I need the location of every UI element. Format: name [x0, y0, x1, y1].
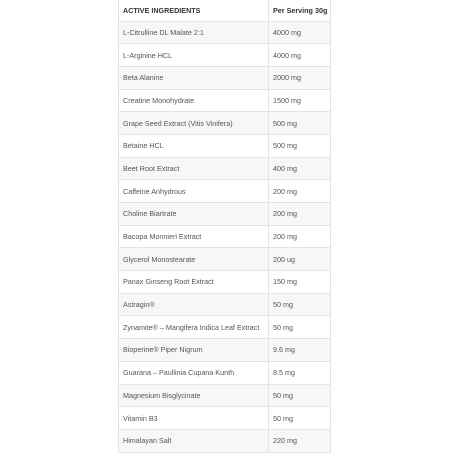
ingredient-name: Himalayan Salt — [119, 429, 269, 452]
ingredient-name: Grape Seed Extract (Vitis Vinifera) — [119, 112, 269, 135]
ingredient-name: Bioperine® Piper Nigrum — [119, 339, 269, 362]
ingredient-amount: 50 mg — [269, 407, 331, 430]
ingredient-name: L-Citrulline DL Malate 2:1 — [119, 21, 269, 44]
ingredient-amount: 200 mg — [269, 203, 331, 226]
ingredient-amount: 50 mg — [269, 293, 331, 316]
table-row — [119, 248, 331, 271]
table-row — [119, 271, 331, 294]
ingredient-amount: 200 mg — [269, 180, 331, 203]
ingredient-amount: 9.6 mg — [269, 339, 331, 362]
ingredient-amount: 1500 mg — [269, 89, 331, 112]
ingredient-name: Beta Alanine — [119, 66, 269, 89]
ingredient-name: Magnesium Bisglycinate — [119, 384, 269, 407]
ingredient-name: Creatine Monohydrate — [119, 89, 269, 112]
table-row — [119, 180, 331, 203]
table-row — [119, 21, 331, 44]
ingredient-amount: 500 mg — [269, 112, 331, 135]
ingredient-amount: 4000 mg — [269, 44, 331, 67]
table-row — [119, 339, 331, 362]
header-ingredient: ACTIVE INGREDIENTS — [119, 0, 269, 21]
table-row — [119, 384, 331, 407]
ingredients-table-container — [118, 0, 330, 453]
table-row — [119, 225, 331, 248]
ingredient-amount: 500 mg — [269, 134, 331, 157]
ingredient-amount: 50 mg — [269, 316, 331, 339]
ingredient-amount: 150 mg — [269, 271, 331, 294]
ingredient-name: Astragin® — [119, 293, 269, 316]
ingredient-amount: 200 mg — [269, 225, 331, 248]
table-row — [119, 66, 331, 89]
ingredient-name: L-Arginine HCL — [119, 44, 269, 67]
ingredient-name: Bacopa Monnieri Extract — [119, 225, 269, 248]
ingredient-name: Zynamite® – Mangifera Indica Leaf Extract — [119, 316, 269, 339]
table-row — [119, 112, 331, 135]
ingredient-name: Glycerol Monostearate — [119, 248, 269, 271]
table-row — [119, 203, 331, 226]
table-row — [119, 134, 331, 157]
ingredient-name: Beet Root Extract — [119, 157, 269, 180]
table-row — [119, 361, 331, 384]
ingredient-amount: 200 ug — [269, 248, 331, 271]
table-row — [119, 293, 331, 316]
table-row — [119, 407, 331, 430]
ingredient-amount: 220 mg — [269, 429, 331, 452]
ingredient-amount: 2000 mg — [269, 66, 331, 89]
ingredient-name: Guarana – Paullinia Cupana Kunth — [119, 361, 269, 384]
ingredient-name: Panax Ginseng Root Extract — [119, 271, 269, 294]
ingredient-amount: 8.5 mg — [269, 361, 331, 384]
table-header-row — [119, 0, 331, 21]
table-row — [119, 429, 331, 452]
table-row — [119, 157, 331, 180]
ingredient-name: Vitamin B3 — [119, 407, 269, 430]
ingredient-name: Choline Biartrate — [119, 203, 269, 226]
table-row — [119, 44, 331, 67]
ingredient-amount: 50 mg — [269, 384, 331, 407]
header-per-serving: Per Serving 30g — [269, 0, 331, 21]
ingredient-name: Betaine HCL — [119, 134, 269, 157]
table-row — [119, 89, 331, 112]
table-row — [119, 316, 331, 339]
ingredient-amount: 400 mg — [269, 157, 331, 180]
ingredient-amount: 4000 mg — [269, 21, 331, 44]
ingredient-name: Caffeine Anhydrous — [119, 180, 269, 203]
ingredients-table — [118, 0, 331, 453]
